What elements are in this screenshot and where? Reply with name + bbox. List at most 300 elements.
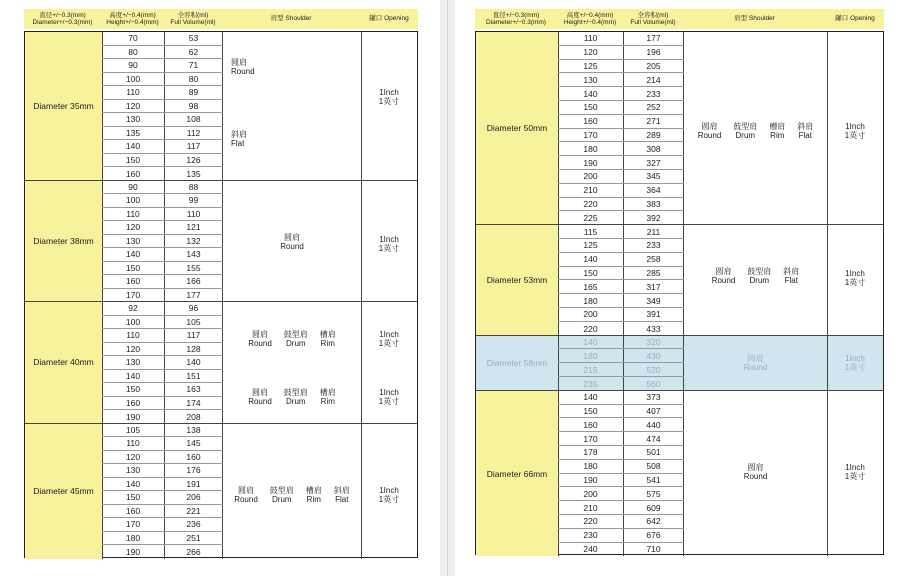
table-row bbox=[558, 363, 684, 377]
diameter-section bbox=[476, 225, 883, 335]
volume-cell: 373 bbox=[624, 391, 684, 404]
height-cell: 140 bbox=[558, 336, 624, 349]
opening-cn: 1英寸 bbox=[844, 131, 866, 140]
volume-cell: 575 bbox=[624, 487, 684, 500]
table-row bbox=[102, 316, 223, 330]
table-row bbox=[558, 474, 684, 488]
shoulder-name-en: Drum bbox=[272, 494, 292, 504]
opening-en: 1Inch bbox=[845, 122, 865, 131]
shoulder-name-en: Round bbox=[231, 67, 255, 76]
table-row bbox=[102, 32, 223, 46]
volume-cell: 108 bbox=[165, 113, 223, 126]
shoulder-type bbox=[306, 486, 322, 504]
volume-cell: 258 bbox=[624, 253, 684, 266]
opening-cn: 1英寸 bbox=[844, 362, 866, 372]
table-row bbox=[558, 129, 684, 143]
height-cell: 100 bbox=[102, 194, 165, 207]
shoulder-name-en: Round bbox=[743, 471, 768, 481]
table-row bbox=[102, 343, 223, 357]
volume-cell: 117 bbox=[165, 140, 223, 153]
table-row bbox=[558, 156, 684, 170]
height-cell: 170 bbox=[558, 129, 624, 142]
shoulder-name-cn: 斜肩 bbox=[231, 130, 247, 139]
table-row bbox=[102, 329, 223, 343]
shoulder-name-cn: 圆肩 bbox=[701, 122, 718, 131]
shoulder-type bbox=[248, 388, 272, 406]
table-row bbox=[558, 391, 684, 405]
shoulder-name-cn: 槽肩 bbox=[305, 485, 322, 495]
shoulder-name-cn: 槽肩 bbox=[319, 388, 336, 397]
table-row bbox=[102, 194, 223, 208]
height-cell: 180 bbox=[102, 532, 165, 545]
volume-cell: 80 bbox=[165, 73, 223, 86]
shoulder-name-en: Round bbox=[711, 276, 736, 286]
table-row bbox=[102, 235, 223, 249]
table-row bbox=[558, 115, 684, 129]
volume-cell: 252 bbox=[624, 101, 684, 114]
shoulder-name-en: Drum bbox=[735, 131, 756, 140]
volume-cell: 128 bbox=[165, 343, 223, 356]
height-cell: 150 bbox=[558, 101, 624, 114]
height-cell: 230 bbox=[558, 529, 624, 542]
volume-cell: 177 bbox=[624, 32, 684, 45]
table-row bbox=[102, 532, 223, 546]
header-shoulder bbox=[222, 9, 360, 29]
table-row bbox=[102, 59, 223, 73]
height-cell: 140 bbox=[558, 391, 624, 404]
height-cell: 120 bbox=[558, 46, 624, 59]
header-height-en: Height+/−0.4(mm) bbox=[563, 19, 617, 26]
shoulder-name-en: Drum bbox=[286, 339, 306, 348]
header-height bbox=[557, 9, 623, 29]
volume-cell: 710 bbox=[624, 543, 684, 557]
right-page bbox=[455, 0, 898, 576]
volume-cell: 364 bbox=[624, 184, 684, 197]
header-opening bbox=[826, 9, 884, 29]
opening-en: 1Inch bbox=[845, 462, 865, 472]
height-cell: 115 bbox=[558, 225, 624, 238]
diameter-label: Diameter 50mm bbox=[476, 32, 559, 224]
table-row bbox=[558, 142, 684, 156]
shoulder-name-en: Rim bbox=[306, 494, 321, 504]
diameter-label: Diameter 66mm bbox=[476, 391, 559, 557]
table-row bbox=[558, 253, 684, 267]
shoulder-type bbox=[231, 130, 247, 148]
table-row bbox=[558, 515, 684, 529]
shoulder-group bbox=[223, 330, 361, 348]
volume-cell: 320 bbox=[624, 336, 684, 349]
height-cell: 140 bbox=[102, 248, 165, 261]
shoulder-name-cn: 圆肩 bbox=[237, 485, 254, 495]
shoulder-name-cn: 斜肩 bbox=[797, 122, 814, 131]
height-cell: 140 bbox=[102, 370, 165, 383]
height-cell: 220 bbox=[558, 322, 624, 336]
volume-cell: 151 bbox=[165, 370, 223, 383]
height-cell: 80 bbox=[102, 46, 165, 59]
shoulder-name-cn: 圆肩 bbox=[747, 462, 764, 472]
volume-cell: 541 bbox=[624, 474, 684, 487]
header-volume-cn: 全容积(ml) bbox=[177, 11, 209, 19]
header-volume-en: Full Volume(ml) bbox=[630, 19, 676, 26]
volume-cell: 251 bbox=[165, 532, 223, 545]
height-cell: 240 bbox=[558, 543, 624, 557]
table-row bbox=[558, 294, 684, 308]
height-cell: 180 bbox=[558, 460, 624, 473]
diameter-section bbox=[25, 32, 417, 181]
shoulder-group bbox=[223, 486, 361, 504]
shoulder-name-cn: 鼓型肩 bbox=[733, 122, 758, 131]
header-volume bbox=[623, 9, 683, 29]
shoulder-name-en: Round bbox=[248, 397, 272, 406]
height-cell: 90 bbox=[102, 181, 165, 194]
height-cell: 90 bbox=[102, 59, 165, 72]
volume-cell: 208 bbox=[165, 410, 223, 424]
volume-cell: 211 bbox=[624, 225, 684, 238]
height-cell: 110 bbox=[102, 437, 165, 450]
table-row bbox=[558, 101, 684, 115]
height-cell: 160 bbox=[102, 167, 165, 181]
height-cell: 150 bbox=[102, 491, 165, 504]
shoulder-type bbox=[712, 267, 736, 285]
volume-cell: 163 bbox=[165, 383, 223, 396]
header-shoulder-label: 肩型 Shoulder bbox=[270, 15, 312, 23]
table-row bbox=[102, 181, 223, 195]
opening-cn: 1英寸 bbox=[378, 97, 400, 106]
shoulder-type bbox=[797, 122, 813, 140]
opening-en: 1Inch bbox=[379, 388, 399, 397]
table-row bbox=[102, 505, 223, 519]
table-row bbox=[558, 198, 684, 212]
diameter-section bbox=[25, 181, 417, 303]
shoulder-type bbox=[231, 58, 255, 76]
opening-en: 1Inch bbox=[845, 269, 865, 279]
opening-cn: 1英寸 bbox=[844, 471, 866, 481]
table-row bbox=[102, 545, 223, 559]
volume-cell: 177 bbox=[165, 289, 223, 303]
diameter-label: Diameter 38mm bbox=[25, 181, 103, 302]
height-cell: 180 bbox=[558, 349, 624, 362]
shoulder-name-cn: 鼓型肩 bbox=[283, 388, 308, 397]
table-row bbox=[102, 437, 223, 451]
table-row bbox=[102, 356, 223, 370]
height-cell: 210 bbox=[558, 501, 624, 514]
volume-cell: 433 bbox=[624, 322, 684, 336]
header-diameter-cn: 直径+/−0.3(mm) bbox=[39, 11, 86, 19]
header-volume-en: Full Volume(ml) bbox=[170, 19, 216, 26]
height-cell: 120 bbox=[102, 451, 165, 464]
table-row bbox=[558, 170, 684, 184]
shoulder-type bbox=[733, 122, 757, 140]
height-cell: 200 bbox=[558, 308, 624, 321]
shoulder-group bbox=[684, 463, 827, 481]
height-cell: 190 bbox=[102, 410, 165, 424]
shoulder-name-cn: 斜肩 bbox=[333, 485, 350, 495]
height-cell: 160 bbox=[558, 418, 624, 431]
header-diameter bbox=[24, 9, 101, 29]
opening-cn: 1英寸 bbox=[378, 339, 400, 348]
shoulder-name-cn: 斜肩 bbox=[783, 267, 800, 277]
height-cell: 110 bbox=[102, 208, 165, 221]
height-cell: 220 bbox=[558, 515, 624, 528]
opening-label bbox=[361, 486, 417, 504]
height-cell: 120 bbox=[102, 343, 165, 356]
diameter-section bbox=[25, 424, 417, 559]
table-row bbox=[102, 491, 223, 505]
table-row bbox=[558, 32, 684, 46]
table-row bbox=[558, 308, 684, 322]
table-row bbox=[102, 424, 223, 438]
table-row bbox=[558, 225, 684, 239]
height-cell: 190 bbox=[558, 156, 624, 169]
volume-cell: 110 bbox=[165, 208, 223, 221]
height-cell: 170 bbox=[558, 432, 624, 445]
shoulder-name-en: Drum bbox=[749, 276, 770, 286]
height-cell: 140 bbox=[558, 87, 624, 100]
shoulder-name-cn: 圆肩 bbox=[251, 330, 268, 339]
height-cell: 130 bbox=[558, 73, 624, 86]
table-row bbox=[558, 418, 684, 432]
table-row bbox=[558, 211, 684, 225]
volume-cell: 474 bbox=[624, 432, 684, 445]
height-cell: 120 bbox=[102, 221, 165, 234]
table-row bbox=[102, 113, 223, 127]
diameter-label: Diameter 45mm bbox=[25, 424, 103, 559]
table-row bbox=[558, 487, 684, 501]
table-row bbox=[102, 302, 223, 316]
header-shoulder-label: 肩型 Shoulder bbox=[734, 15, 775, 23]
table-row bbox=[558, 336, 684, 350]
opening-label bbox=[827, 122, 883, 140]
shoulder-name-en: Rim bbox=[320, 339, 335, 348]
height-cell: 215 bbox=[558, 363, 624, 376]
volume-cell: 383 bbox=[624, 198, 684, 211]
table-row bbox=[558, 377, 684, 391]
volume-cell: 508 bbox=[624, 460, 684, 473]
header-height-en: Height+/−0.4(mm) bbox=[106, 19, 159, 26]
volume-cell: 233 bbox=[624, 87, 684, 100]
shoulder-name-en: Round bbox=[743, 362, 768, 372]
table-row bbox=[102, 100, 223, 114]
volume-cell: 176 bbox=[165, 464, 223, 477]
height-cell: 135 bbox=[102, 127, 165, 140]
diameter-label: Diameter 53mm bbox=[476, 225, 559, 334]
volume-cell: 501 bbox=[624, 446, 684, 459]
height-cell: 170 bbox=[102, 289, 165, 303]
shoulder-name-cn: 鼓型肩 bbox=[747, 267, 772, 277]
shoulder-name-cn: 圆肩 bbox=[283, 232, 300, 242]
header-opening-label: 罐口 Opening bbox=[835, 15, 875, 23]
height-cell: 180 bbox=[558, 294, 624, 307]
volume-cell: 89 bbox=[165, 86, 223, 99]
volume-cell: 140 bbox=[165, 356, 223, 369]
volume-cell: 642 bbox=[624, 515, 684, 528]
header-opening bbox=[360, 9, 418, 29]
left-table-header bbox=[24, 9, 418, 29]
height-cell: 160 bbox=[558, 115, 624, 128]
table-row bbox=[102, 289, 223, 303]
shoulder-group bbox=[223, 388, 361, 406]
height-cell: 225 bbox=[558, 211, 624, 225]
height-cell: 125 bbox=[558, 60, 624, 73]
diameter-section bbox=[476, 391, 883, 557]
table-row bbox=[558, 73, 684, 87]
table-row bbox=[558, 60, 684, 74]
shoulder-name-en: Drum bbox=[286, 397, 306, 406]
volume-cell: 99 bbox=[165, 194, 223, 207]
shoulder-type bbox=[747, 267, 771, 285]
height-cell: 110 bbox=[102, 329, 165, 342]
shoulder-name-cn: 槽肩 bbox=[319, 330, 336, 339]
shoulder-name-cn: 圆肩 bbox=[231, 58, 247, 67]
shoulder-name-cn: 圆肩 bbox=[251, 388, 268, 397]
table-row bbox=[102, 248, 223, 262]
volume-cell: 166 bbox=[165, 275, 223, 288]
shoulder-name-cn: 鼓型肩 bbox=[283, 330, 308, 339]
volume-cell: 440 bbox=[624, 418, 684, 431]
volume-cell: 112 bbox=[165, 127, 223, 140]
shoulder-name-en: Round bbox=[234, 494, 258, 504]
shoulder-group bbox=[223, 233, 361, 251]
table-row bbox=[102, 127, 223, 141]
opening-label bbox=[827, 354, 883, 372]
header-diameter bbox=[475, 9, 557, 29]
height-cell: 160 bbox=[102, 397, 165, 410]
shoulder-type bbox=[744, 354, 768, 372]
height-cell: 150 bbox=[558, 267, 624, 280]
height-cell: 92 bbox=[102, 302, 165, 315]
table-row bbox=[558, 184, 684, 198]
table-row bbox=[558, 349, 684, 363]
shoulder-type bbox=[270, 486, 294, 504]
shoulder-type bbox=[234, 486, 258, 504]
height-cell: 130 bbox=[102, 235, 165, 248]
table-row bbox=[102, 262, 223, 276]
volume-cell: 214 bbox=[624, 73, 684, 86]
table-row bbox=[558, 267, 684, 281]
height-cell: 160 bbox=[102, 275, 165, 288]
height-cell: 100 bbox=[102, 316, 165, 329]
volume-cell: 266 bbox=[165, 545, 223, 559]
volume-cell: 126 bbox=[165, 154, 223, 167]
opening-label bbox=[361, 88, 417, 106]
height-cell: 178 bbox=[558, 446, 624, 459]
volume-cell: 138 bbox=[165, 424, 223, 437]
opening-label bbox=[361, 388, 417, 406]
shoulder-group bbox=[684, 122, 827, 140]
height-cell: 130 bbox=[102, 464, 165, 477]
table-row bbox=[102, 383, 223, 397]
volume-cell: 609 bbox=[624, 501, 684, 514]
shoulder-type bbox=[248, 330, 272, 348]
shoulder-type bbox=[744, 463, 768, 481]
table-row bbox=[558, 543, 684, 557]
height-cell: 130 bbox=[102, 113, 165, 126]
page-gutter bbox=[440, 0, 455, 576]
table-row bbox=[558, 446, 684, 460]
shoulder-type bbox=[698, 122, 722, 140]
table-row bbox=[102, 275, 223, 289]
opening-cn: 1英寸 bbox=[378, 397, 400, 406]
shoulder-type bbox=[280, 233, 304, 251]
height-cell: 125 bbox=[558, 239, 624, 252]
left-table-body bbox=[24, 31, 418, 558]
volume-cell: 271 bbox=[624, 115, 684, 128]
height-cell: 150 bbox=[102, 383, 165, 396]
height-cell: 210 bbox=[558, 184, 624, 197]
shoulder-group bbox=[684, 354, 827, 372]
volume-cell: 285 bbox=[624, 267, 684, 280]
table-row bbox=[102, 86, 223, 100]
table-row bbox=[558, 529, 684, 543]
header-opening-label: 罐口 Opening bbox=[369, 15, 409, 23]
table-row bbox=[558, 87, 684, 101]
height-cell: 150 bbox=[102, 262, 165, 275]
shoulder-type bbox=[284, 330, 308, 348]
height-cell: 200 bbox=[558, 170, 624, 183]
table-row bbox=[558, 460, 684, 474]
volume-cell: 233 bbox=[624, 239, 684, 252]
shoulder-name-en: Rim bbox=[320, 397, 335, 406]
table-row bbox=[102, 154, 223, 168]
opening-cn: 1英寸 bbox=[844, 278, 866, 288]
volume-cell: 392 bbox=[624, 211, 684, 225]
table-row bbox=[102, 167, 223, 181]
opening-label bbox=[827, 463, 883, 481]
volume-cell: 62 bbox=[165, 46, 223, 59]
opening-label bbox=[361, 235, 417, 253]
shoulder-name-en: Round bbox=[697, 131, 722, 140]
table-row bbox=[102, 208, 223, 222]
right-table-body bbox=[475, 31, 884, 555]
volume-cell: 145 bbox=[165, 437, 223, 450]
diameter-label: Diameter 40mm bbox=[25, 302, 103, 423]
volume-cell: 96 bbox=[165, 302, 223, 315]
height-cell: 235 bbox=[558, 377, 624, 391]
volume-cell: 121 bbox=[165, 221, 223, 234]
table-row bbox=[558, 280, 684, 294]
height-cell: 150 bbox=[102, 154, 165, 167]
table-row bbox=[102, 478, 223, 492]
opening-cn: 1英寸 bbox=[378, 494, 400, 504]
shoulder-name-en: Flat bbox=[231, 139, 245, 148]
height-cell: 140 bbox=[102, 140, 165, 153]
shoulder-type bbox=[320, 388, 336, 406]
table-row bbox=[102, 221, 223, 235]
height-cell: 140 bbox=[102, 478, 165, 491]
opening-en: 1Inch bbox=[379, 485, 399, 495]
height-cell: 140 bbox=[558, 253, 624, 266]
height-cell: 110 bbox=[102, 86, 165, 99]
shoulder-name-en: Rim bbox=[770, 131, 785, 140]
height-cell: 220 bbox=[558, 198, 624, 211]
shoulder-name-en: Flat bbox=[335, 494, 349, 504]
header-height-cn: 高度+/−0.4(mm) bbox=[566, 11, 614, 19]
table-row bbox=[558, 405, 684, 419]
volume-cell: 317 bbox=[624, 280, 684, 293]
table-row bbox=[558, 239, 684, 253]
shoulder-type bbox=[769, 122, 785, 140]
table-row bbox=[558, 501, 684, 515]
height-cell: 70 bbox=[102, 32, 165, 45]
height-cell: 120 bbox=[102, 100, 165, 113]
height-cell: 130 bbox=[102, 356, 165, 369]
volume-cell: 205 bbox=[624, 60, 684, 73]
header-volume-cn: 全容积(ml) bbox=[637, 11, 669, 19]
table-row bbox=[102, 73, 223, 87]
volume-cell: 391 bbox=[624, 308, 684, 321]
table-row bbox=[102, 410, 223, 424]
height-cell: 100 bbox=[102, 73, 165, 86]
